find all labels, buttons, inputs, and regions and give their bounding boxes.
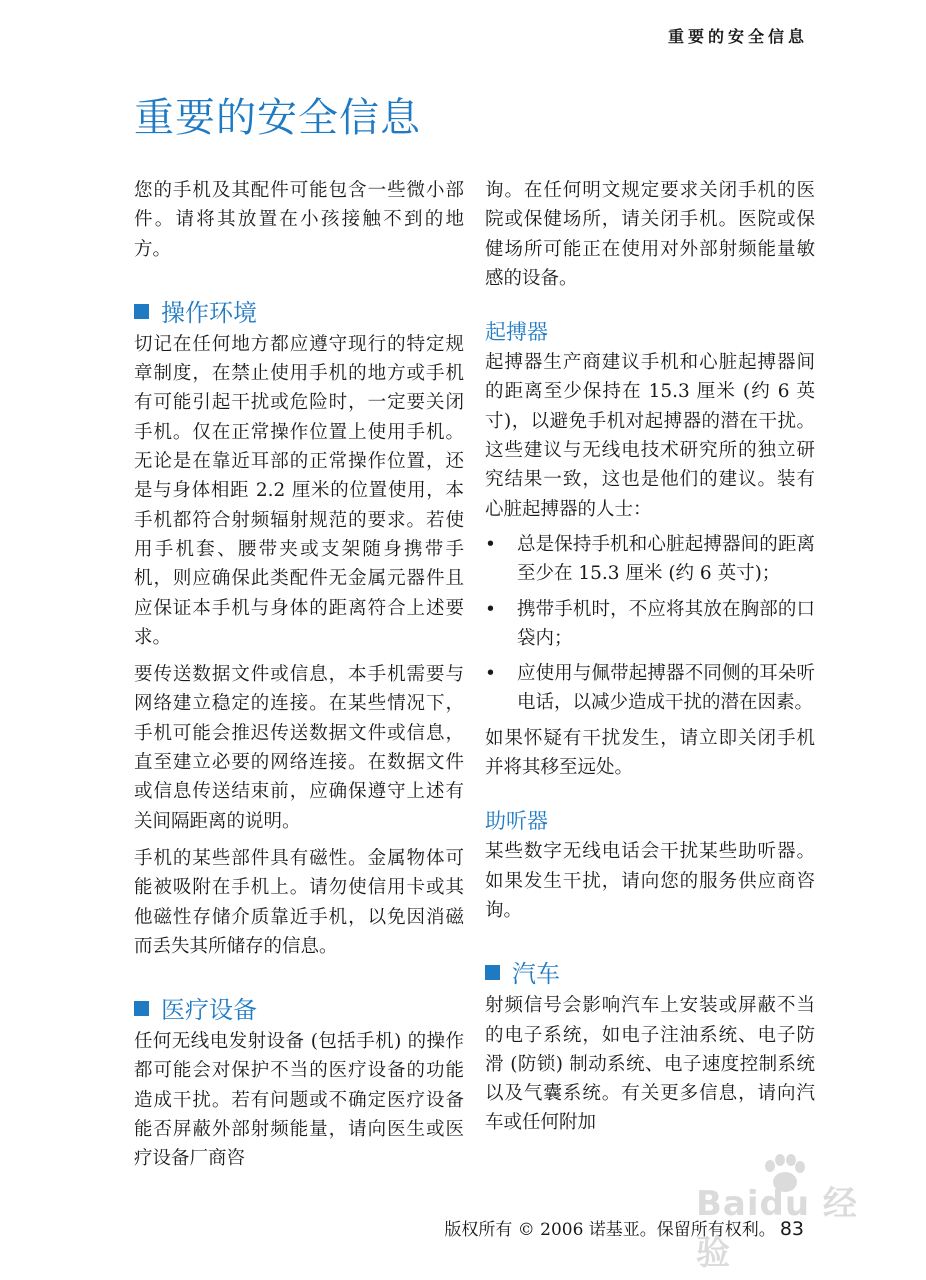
subsection-heading-hearing-aids: 助听器	[485, 809, 548, 834]
list-item-text: 携带手机时，不应将其放在胸部的口袋内；	[517, 598, 815, 649]
bullet-dot-icon: •	[485, 598, 496, 620]
body-paragraph-continued: 询。在任何明文规定要求关闭手机的医院或保健场所，请关闭手机。医院或保健场所可能正在使用对外部射频能量敏感的设备。	[485, 180, 815, 289]
list-item	[485, 595, 815, 654]
page-footer	[444, 1215, 804, 1240]
list-item	[485, 530, 815, 589]
page-title: 重要的安全信息	[134, 95, 421, 141]
bullet-dot-icon: •	[485, 663, 496, 685]
body-paragraph: 切记在任何地方都应遵守现行的特定规章制度，在禁止使用手机的地方或手机有可能引起干扰或危险时，一定要关闭手机。仅在正常操作位置上使用手机。无论是在靠近耳部的正常操作位置，还是与身体相距 2.2 厘米的位置使用，本手机都符合射频辐射规范的要求。若使用手机套、腰带夹或支架随身携带手机，则应确保此类配件无金属元器件且应保证本手机与身体的距离符合上述要求。	[134, 333, 464, 648]
copyright-text: 版权所有 © 2006 诺基亚。保留所有权利。	[444, 1220, 776, 1240]
right-column	[485, 176, 815, 1138]
square-bullet-icon	[134, 304, 149, 319]
intro-paragraph: 您的手机及其配件可能包含一些微小部件。请将其放置在小孩接触不到的地方。	[134, 180, 464, 260]
running-header: 重要的安全信息	[667, 27, 808, 46]
section-heading-medical-devices	[134, 995, 464, 1025]
body-paragraph: 某些数字无线电话会干扰某些助听器。如果发生干扰，请向您的服务供应商咨询。	[485, 841, 815, 921]
body-paragraph: 起搏器生产商建议手机和心脏起搏器间的距离至少保持在 15.3 厘米 (约 6 英寸)，以避免手机对起搏器的潜在干扰。这些建议与无线电技术研究所的独立研究结果一致，这也是他们的建议。装有心脏起搏器的人士：	[485, 352, 815, 520]
body-paragraph: 如果怀疑有干扰发生，请立即关闭手机并将其移至远处。	[485, 727, 815, 779]
section-heading-text: 汽车	[512, 960, 560, 989]
list-item-text: 总是保持手机和心脏起搏器间的距离至少在 15.3 厘米 (约 6 英寸)；	[517, 533, 815, 585]
pacemaker-bullet-list	[485, 530, 815, 718]
section-heading-operating-environment	[134, 298, 464, 328]
watermark-text: Baidu 经验	[696, 1184, 858, 1273]
body-paragraph: 任何无线电发射设备 (包括手机) 的操作都可能会对保护不当的医疗设备的功能造成干扰。若有问题或不确定医疗设备能否屏蔽外部射频能量，请向医生或医疗设备厂商咨	[134, 1031, 464, 1170]
body-paragraph: 手机的某些部件具有磁性。金属物体可能被吸附在手机上。请勿使信用卡或其他磁性存储介质靠近手机，以免因消磁而丢失其所储存的信息。	[134, 847, 464, 957]
left-column	[134, 176, 464, 1174]
body-paragraph: 要传送数据文件或信息，本手机需要与网络建立稳定的连接。在某些情况下，手机可能会推迟传送数据文件或信息，直至建立必要的网络连接。在数据文件或信息传送结束前，应确保遵守上述有关间隔距离的说明。	[134, 664, 464, 832]
subsection-heading-pacemakers: 起搏器	[485, 320, 548, 345]
body-paragraph: 射频信号会影响汽车上安装或屏蔽不当的电子系统，如电子注油系统、电子防滑 (防锁) 制动系统、电子速度控制系统以及气囊系统。有关更多信息，请向汽车或任何附加	[485, 995, 815, 1134]
section-heading-vehicles	[485, 959, 815, 989]
page-number: 83	[779, 1218, 804, 1240]
section-heading-text: 操作环境	[161, 298, 257, 327]
square-bullet-icon	[134, 1001, 149, 1016]
bullet-dot-icon: •	[485, 533, 496, 555]
section-heading-text: 医疗设备	[161, 996, 257, 1025]
list-item	[485, 659, 815, 718]
list-item-text: 应使用与佩带起搏器不同侧的耳朵听电话，以减少造成干扰的潜在因素。	[517, 663, 815, 714]
square-bullet-icon	[485, 965, 500, 980]
